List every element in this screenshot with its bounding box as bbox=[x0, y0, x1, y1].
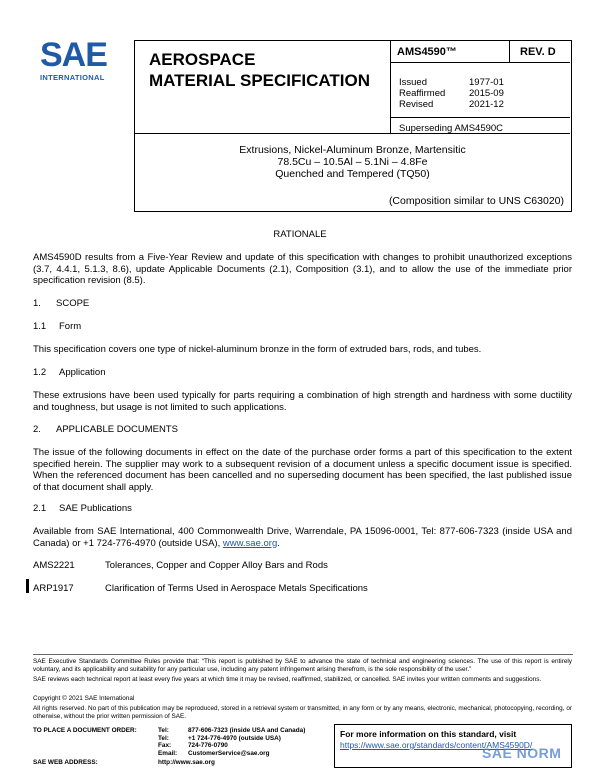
change-bar bbox=[26, 579, 29, 593]
section-1-2-text: These extrusions have been used typically for parts requiring a combination of high strength and hardness with some ductility and toughness, but usage is not limited to such applications. bbox=[33, 390, 572, 413]
sae-website-link[interactable]: www.sae.org bbox=[222, 537, 278, 549]
date-row: Revised 2021-12 bbox=[399, 99, 504, 110]
sae-logo bbox=[40, 38, 120, 82]
composition-note: (Composition similar to UNS C63020) bbox=[388, 195, 564, 207]
footer-review-note: SAE reviews each technical report at least every five years at which time it may be revised, reaffirmed, stabilized, or cancelled. SAE invites your written comments and suggestions. bbox=[33, 676, 542, 683]
standard-link[interactable]: https://www.sae.org/standards/content/AMS4590D/ bbox=[340, 740, 533, 750]
section-2-1-text: Available from SAE International, 400 Commonwealth Drive, Warrendale, PA 15096-0001, Tel: 877-606-7323 (inside USA and Canada) or +1 724-776-4970 (outside USA), www.sae.org. bbox=[33, 526, 572, 549]
more-info-title: For more information on this standard, visit bbox=[340, 729, 517, 739]
revision-label: REV. D bbox=[510, 41, 570, 63]
logo-text: SAE bbox=[40, 36, 107, 74]
rationale-heading: RATIONALE bbox=[273, 229, 327, 240]
spec-id: AMS4590™ bbox=[391, 41, 510, 63]
footer-disclaimer: SAE Executive Standards Committee Rules provide that: “This report is published by SAE to advance the state of technical and engineering sciences. The use of this report is entirely voluntary, and its applicability and suitability for any particular use, including any patent infringement arising therefrom, is the sole responsibility of the user.” bbox=[33, 658, 572, 673]
footer-copyright: Copyright © 2021 SAE International bbox=[33, 695, 135, 702]
spec-type-title bbox=[135, 41, 391, 133]
subject-line-1: Extrusions, Nickel-Aluminum Bronze, Martensitic bbox=[239, 144, 466, 156]
title-line-1: AEROSPACE bbox=[149, 50, 256, 69]
title-line-2: MATERIAL SPECIFICATION bbox=[149, 71, 370, 90]
rationale-text: AMS4590D results from a Five-Year Review and update of this specification with changes to prohibit unauthorized exceptions (3.7, 4.4.1, 5.1.3, 8.6), update Applicable Documents (2.1), Composition (3.1), and to allow the use of the immediate prior specification revision (8.5). bbox=[33, 252, 572, 286]
date-row: Issued 1977-01 bbox=[399, 77, 504, 88]
footer-rights: All rights reserved. No part of this publication may be reproduced, stored in a retrieval system or transmitted, in any form or by any means, electronic, mechanical, photocopying, recording, or otherwise, without the prior written permission of SAE. bbox=[33, 705, 572, 720]
section-1-1-text: This specification covers one type of nickel-aluminum bronze in the form of extruded bars, rods, and tubes. bbox=[33, 344, 482, 355]
watermark: SAE NORM bbox=[482, 745, 562, 761]
divider bbox=[391, 117, 570, 118]
logo-subtext: INTERNATIONAL bbox=[40, 73, 105, 82]
subject-line-3: Quenched and Tempered (TQ50) bbox=[275, 168, 430, 180]
spec-meta bbox=[391, 41, 570, 133]
reference-row: ARP1917 Clarification of Terms Used in Aerospace Metals Specifications bbox=[33, 583, 368, 594]
date-list bbox=[399, 77, 504, 110]
section-2-heading: 2. APPLICABLE DOCUMENTS bbox=[33, 424, 178, 435]
spec-subject bbox=[135, 133, 570, 211]
superseding-text: Superseding AMS4590C bbox=[399, 123, 504, 134]
footer-divider bbox=[33, 654, 573, 655]
section-2-text: The issue of the following documents in effect on the date of the purchase order forms a part of this specification to the extent specified herein. The supplier may work to a subsequent revision of a document unless a specific document issue is specified. When the referenced document has been cancelled and no superseding document has been specified, the last published issue of that document shall apply. bbox=[33, 447, 572, 493]
order-contact: TO PLACE A DOCUMENT ORDER: Tel: 877-606-7323 (inside USA and Canada) Tel: +1 724-776-4970 (outside USA) Fax: 724-776-0790 Email: CustomerService@sae.org SAE WEB ADDRESS: http://www.sae.org bbox=[33, 727, 306, 766]
reference-row: AMS2221 Tolerances, Copper and Copper Alloy Bars and Rods bbox=[33, 560, 328, 571]
section-1-heading: 1. SCOPE bbox=[33, 298, 90, 309]
spec-header bbox=[134, 40, 572, 212]
section-1-1-heading: 1.1 Form bbox=[33, 321, 82, 332]
subject-line-2: 78.5Cu – 10.5Al – 5.1Ni – 4.8Fe bbox=[277, 156, 428, 168]
section-1-2-heading: 1.2 Application bbox=[33, 367, 106, 378]
section-2-1-heading: 2.1 SAE Publications bbox=[33, 503, 132, 514]
date-row: Reaffirmed 2015-09 bbox=[399, 88, 504, 99]
